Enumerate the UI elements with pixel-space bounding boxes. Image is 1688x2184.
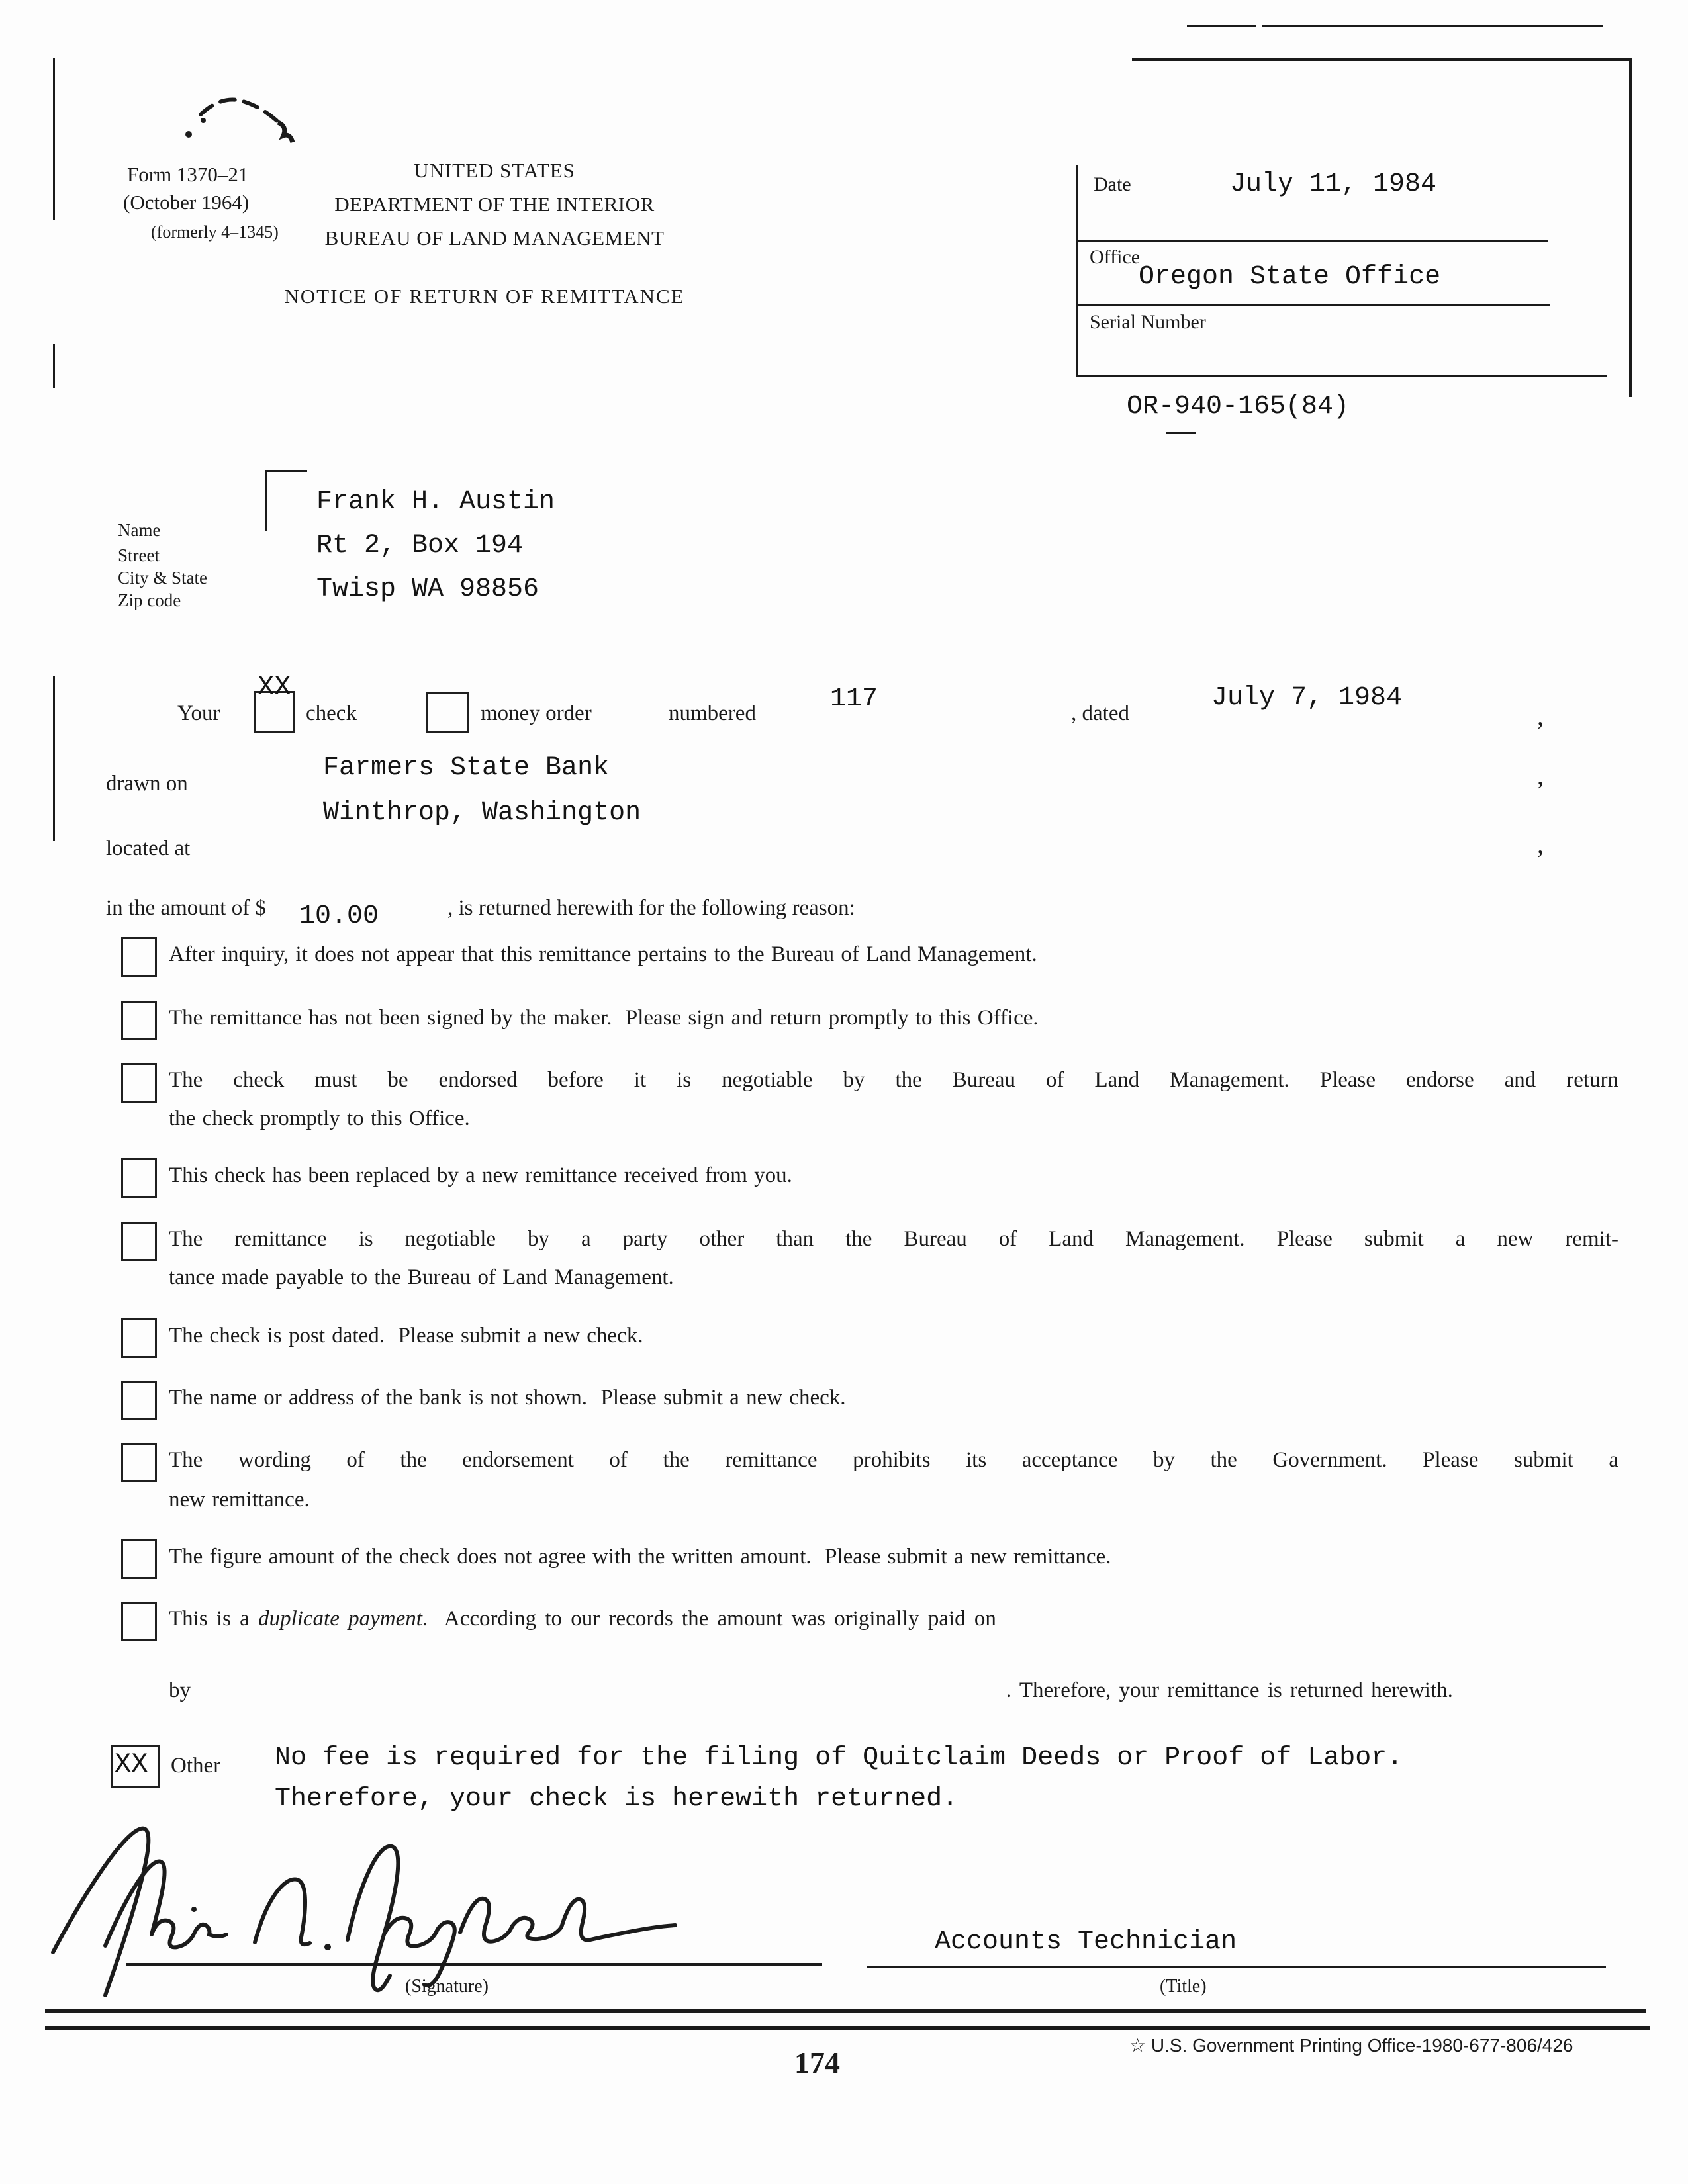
- money-order-checkbox: [426, 692, 469, 733]
- form-number: Form 1370–21: [127, 163, 249, 186]
- reason-10-therefore-text: . Therefore, your remittance is returned herewith.: [1006, 1678, 1453, 1702]
- addressee-city-state-zip: Twisp WA 98856: [316, 574, 539, 604]
- reason-checkbox-1: [121, 937, 157, 977]
- reason-text-10: [169, 1606, 996, 1632]
- star-icon: ☆: [1129, 2035, 1147, 2056]
- your-label: Your: [177, 702, 220, 725]
- check-number-value: 117: [830, 684, 878, 714]
- amount-label: in the amount of $: [106, 896, 266, 920]
- drawn-on-label: drawn on: [106, 772, 188, 796]
- line-end-comma: ,: [1537, 760, 1544, 790]
- reason-checkbox-8: [121, 1443, 157, 1482]
- title-value: Accounts Technician: [935, 1927, 1237, 1957]
- page-edge-artifact: [53, 58, 55, 220]
- reason-text-1: After inquiry, it does not appear that this remittance pertains to the Bureau of Land Management.: [169, 942, 1037, 966]
- check-checkbox-mark: XX: [258, 671, 291, 703]
- other-reason-typed-line2: Therefore, your check is herewith returned.: [275, 1784, 959, 1814]
- agency-name-line2: DEPARTMENT OF THE INTERIOR: [334, 193, 655, 216]
- other-label: Other: [171, 1754, 221, 1778]
- reason-checkbox-10: [121, 1602, 157, 1641]
- bank-location-value: Winthrop, Washington: [323, 798, 641, 828]
- reason-10-post: . According to our records the amount was originally paid on: [422, 1607, 996, 1631]
- reason-checkbox-4: [121, 1158, 157, 1198]
- line-end-comma: ,: [1537, 701, 1544, 731]
- bank-name-value: Farmers State Bank: [323, 753, 610, 783]
- check-label: check: [306, 702, 357, 725]
- document-title: NOTICE OF RETURN OF REMITTANCE: [284, 285, 685, 308]
- page-edge-artifact: [53, 344, 55, 388]
- reason-text-7: The name or address of the bank is not shown. Please submit a new check.: [169, 1386, 846, 1410]
- reason-text-3-line2: the check promptly to this Office.: [169, 1107, 470, 1130]
- amount-suffix-text: , is returned herewith for the following reason:: [447, 896, 855, 920]
- header-box-right-border: [1629, 58, 1632, 397]
- signature-line: [126, 1963, 822, 1966]
- title-caption: (Title): [1160, 1976, 1207, 1997]
- reason-checkbox-3: [121, 1063, 157, 1103]
- reason-10-pre: This is a: [169, 1607, 259, 1631]
- money-order-label: money order: [481, 702, 592, 725]
- serial-number-label: Serial Number: [1090, 311, 1206, 333]
- header-box-bottom-border: [1078, 375, 1607, 377]
- reason-text-5: The remittance is negotiable by a party other than the Bureau of Land Management. Please submit a new remit-: [169, 1227, 1618, 1251]
- header-box-divider: [1078, 304, 1550, 306]
- title-line: [867, 1966, 1606, 1968]
- reference-number-underline: [1166, 432, 1196, 434]
- office-label: Office: [1090, 246, 1141, 268]
- reason-text-8-line2: new remittance.: [169, 1488, 310, 1512]
- zip-code-label: Zip code: [118, 590, 181, 610]
- scan-artifact-dashed-line: [1187, 25, 1256, 27]
- reason-checkbox-6: [121, 1318, 157, 1358]
- other-checkbox-mark: XX: [115, 1749, 148, 1780]
- line-end-comma: ,: [1537, 829, 1544, 859]
- numbered-label: numbered: [669, 702, 756, 725]
- reason-checkbox-7: [121, 1381, 157, 1420]
- form-edition-date: (October 1964): [123, 191, 250, 214]
- date-label: Date: [1094, 173, 1131, 195]
- addressee-street: Rt 2, Box 194: [316, 531, 524, 561]
- bottom-rule: [45, 2009, 1646, 2013]
- located-at-label: located at: [106, 837, 191, 860]
- date-value: July 11, 1984: [1230, 169, 1437, 199]
- reason-10-by-label: by: [169, 1678, 191, 1702]
- reason-checkbox-5: [121, 1222, 157, 1261]
- city-state-label: City & State: [118, 568, 207, 588]
- check-date-value: July 7, 1984: [1211, 683, 1403, 713]
- reason-text-3: The check must be endorsed before it is negotiable by the Bureau of Land Management. Please endorse and return: [169, 1068, 1618, 1092]
- name-label: Name: [118, 520, 161, 540]
- form-formerly-number: (formerly 4–1345): [151, 222, 279, 242]
- amount-value: 10.00: [299, 901, 379, 931]
- reason-text-8: The wording of the endorsement of the remittance prohibits its acceptance by the Government. Please submit a: [169, 1448, 1618, 1472]
- reason-checkbox-9: [121, 1539, 157, 1579]
- reason-text-6: The check is post dated. Please submit a new check.: [169, 1324, 643, 1347]
- dated-label: , dated: [1071, 702, 1129, 725]
- reference-number: OR-940-165(84): [1127, 392, 1350, 422]
- signature-cursive: [36, 1810, 738, 2022]
- page-edge-artifact: [53, 676, 55, 841]
- reason-checkbox-2: [121, 1001, 157, 1040]
- header-box-divider: [1078, 240, 1548, 242]
- addressee-name: Frank H. Austin: [316, 487, 555, 517]
- printing-office-credit: [1129, 2034, 1573, 2056]
- printing-office-text: U.S. Government Printing Office-1980-677-806/426: [1150, 2035, 1573, 2056]
- agency-name-line1: UNITED STATES: [414, 159, 575, 182]
- header-box-top-border: [1132, 58, 1632, 61]
- other-reason-typed-line1: No fee is required for the filing of Quitclaim Deeds or Proof of Labor.: [275, 1743, 1403, 1773]
- address-corner-bracket: [265, 470, 307, 472]
- agency-name-line3: BUREAU OF LAND MANAGEMENT: [324, 226, 665, 250]
- reason-10-italic: duplicate payment: [258, 1607, 422, 1631]
- header-box-left-border: [1076, 165, 1078, 377]
- street-label: Street: [118, 545, 160, 565]
- office-value: Oregon State Office: [1139, 262, 1441, 292]
- reason-text-4: This check has been replaced by a new remittance received from you.: [169, 1163, 792, 1187]
- bottom-rule: [45, 2026, 1650, 2030]
- reason-text-2: The remittance has not been signed by the maker. Please sign and return promptly to this Office.: [169, 1006, 1039, 1030]
- page-number: 174: [794, 2046, 840, 2079]
- reason-text-9: The figure amount of the check does not agree with the written amount. Please submit a new remittance.: [169, 1545, 1111, 1569]
- reason-text-5-line2: tance made payable to the Bureau of Land Management.: [169, 1265, 674, 1289]
- signature-caption: (Signature): [405, 1976, 489, 1997]
- address-corner-bracket: [265, 470, 267, 531]
- scan-artifact-dashed-line: [1262, 25, 1603, 27]
- pen-scribble-mark: [169, 89, 301, 152]
